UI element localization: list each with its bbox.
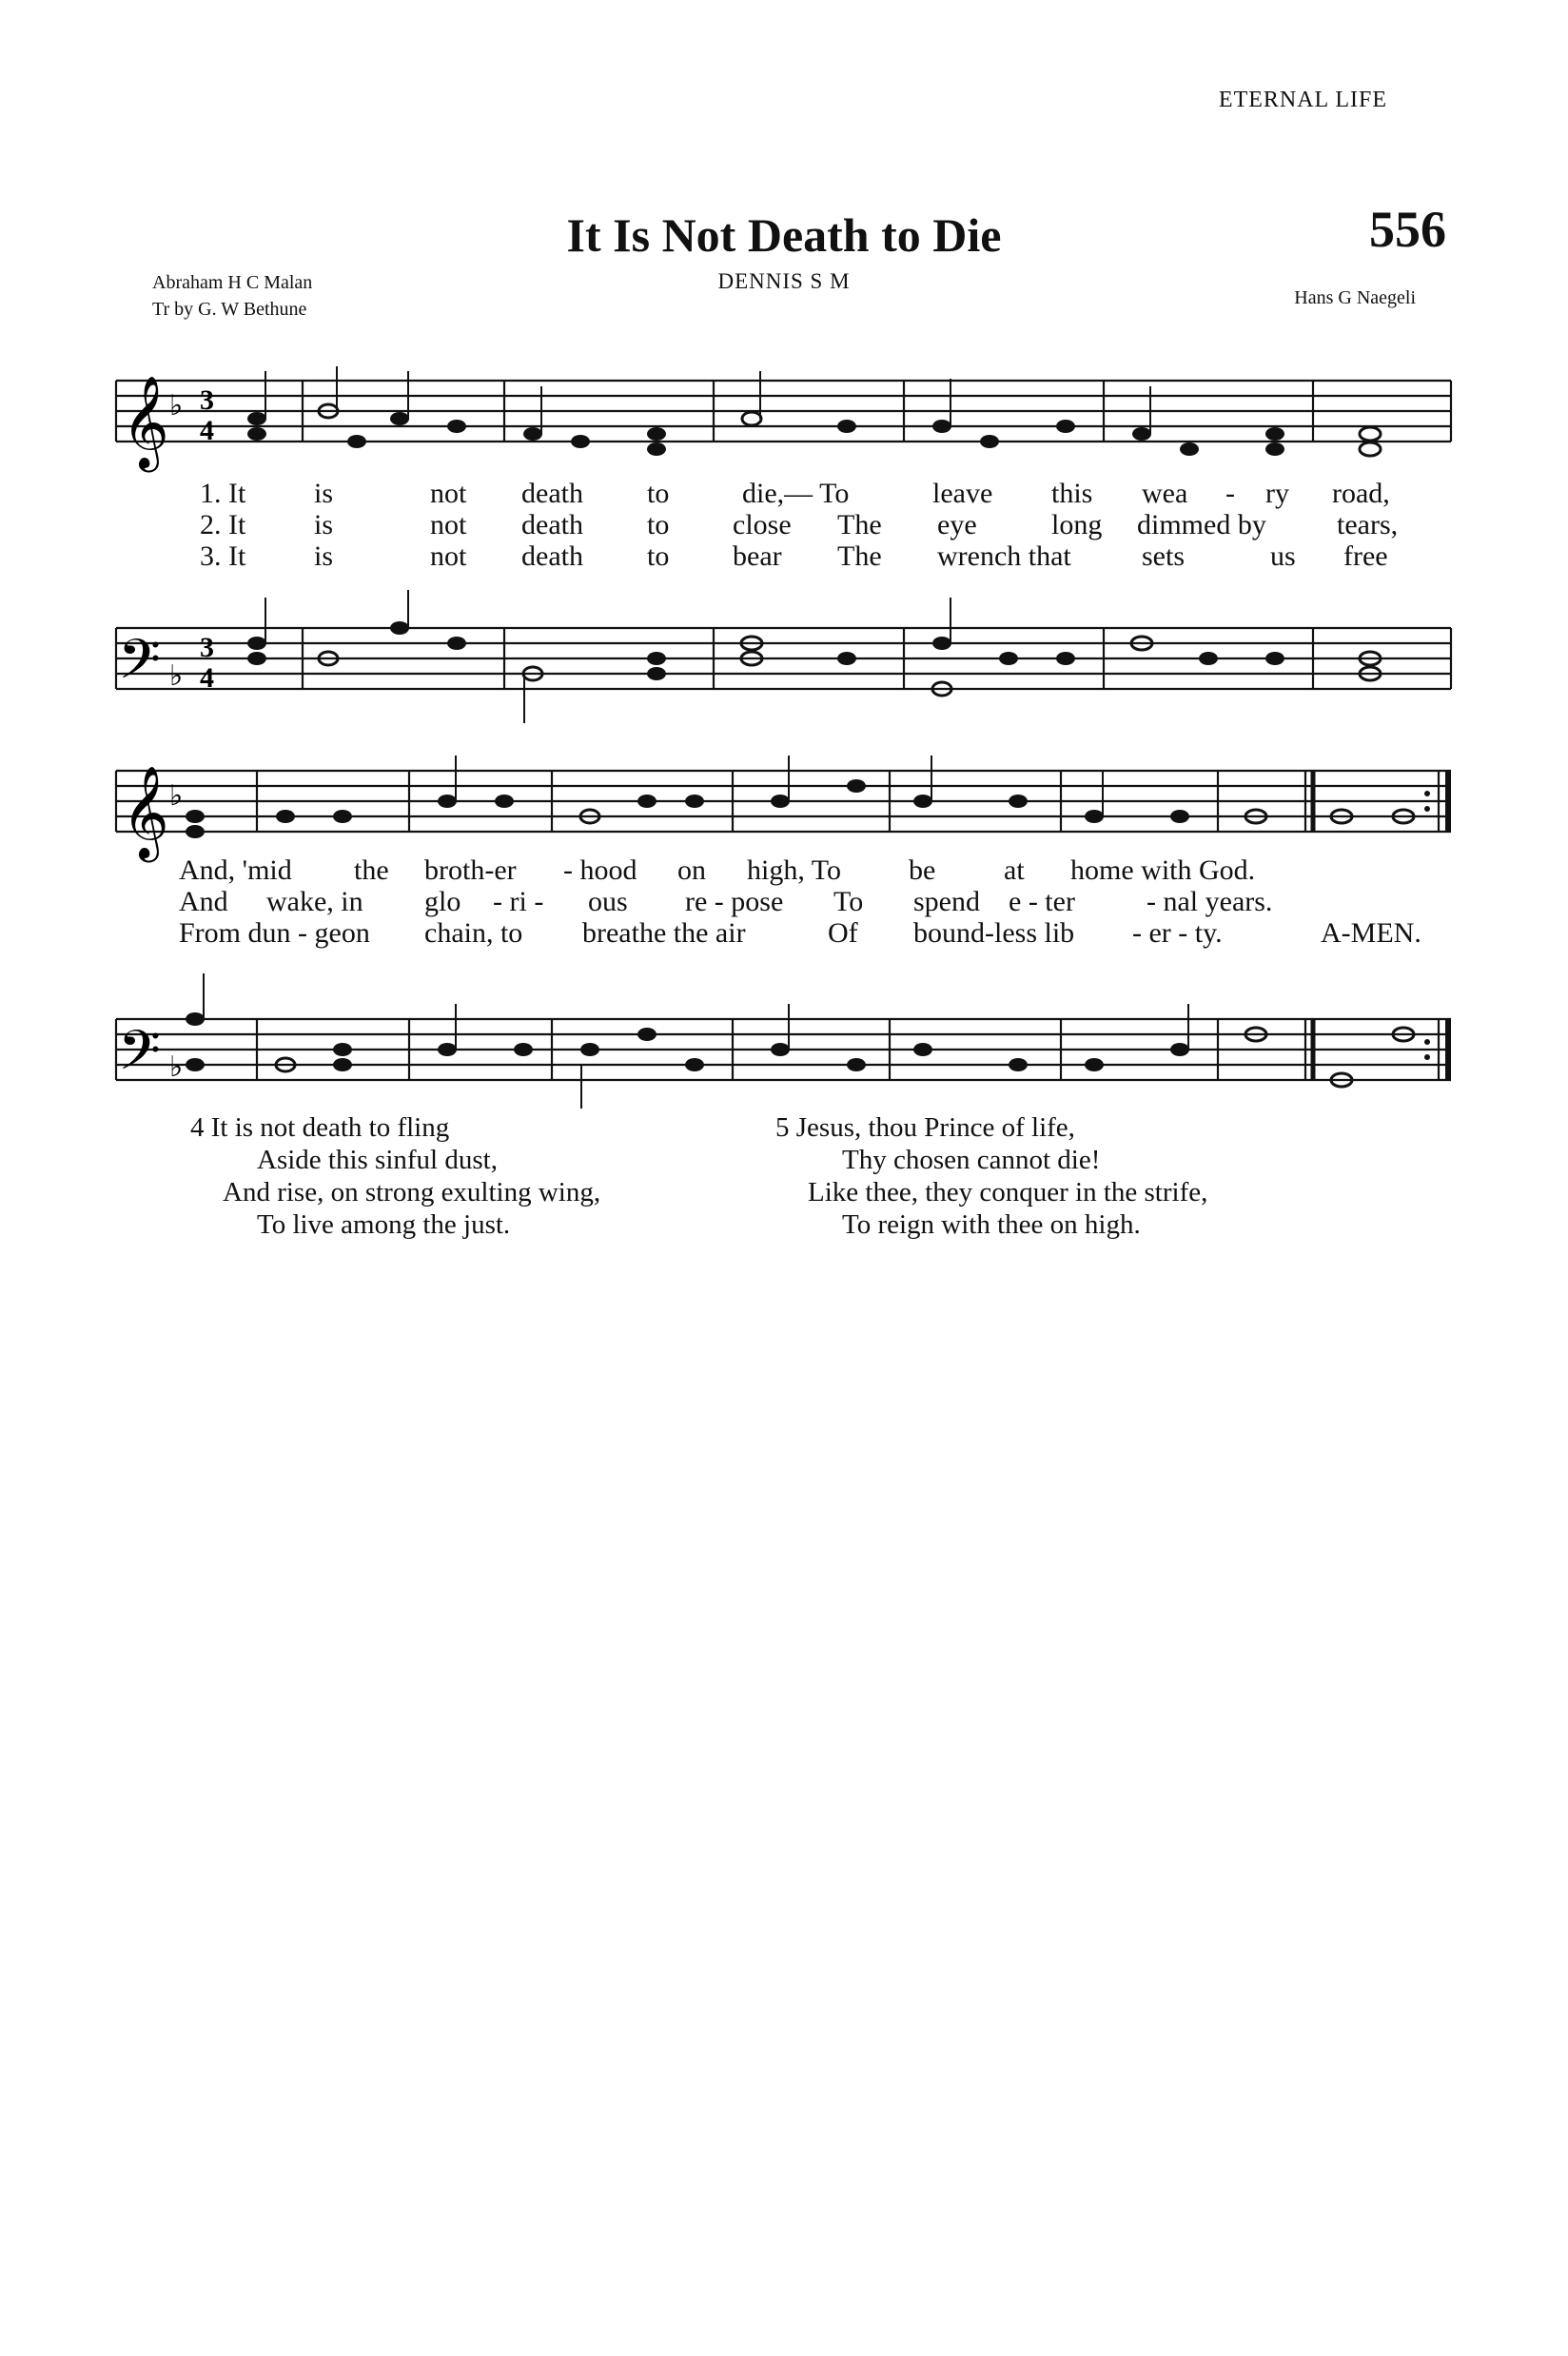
lyrics-s1-v2: death xyxy=(521,509,583,540)
svg-text:𝄢: 𝄢 xyxy=(118,627,162,705)
lyrics-s1-v3: wrench that xyxy=(937,540,1071,572)
lyrics-s1-v1: death xyxy=(521,478,583,509)
lyrics-s2-v2: - ri - xyxy=(493,886,544,917)
lyrics-s2-v2: - nal years. xyxy=(1147,886,1273,917)
lyrics-s1-v3: is xyxy=(314,540,334,572)
lyrics-s1-v1: wea xyxy=(1142,478,1188,509)
svg-text:𝄞: 𝄞 xyxy=(122,765,169,858)
lyrics-s2-v2: spend xyxy=(913,886,980,917)
amen: A-MEN. xyxy=(1321,917,1421,949)
lyrics-s2-v2: wake, in xyxy=(266,886,363,917)
author-line-1: Abraham H C Malan xyxy=(152,272,313,293)
lyrics-s1-v2: 2. It xyxy=(200,509,246,540)
svg-text:3: 3 xyxy=(200,384,214,416)
svg-text:4: 4 xyxy=(200,415,214,446)
svg-text:3: 3 xyxy=(200,632,214,663)
lyrics-s1-v2: close xyxy=(733,509,792,540)
hymn-title: It Is Not Death to Die xyxy=(566,208,1002,262)
stanza-5 xyxy=(775,1111,1207,1241)
svg-text:♭: ♭ xyxy=(169,1050,184,1084)
lyrics-s2-v2: e - ter xyxy=(1009,886,1075,917)
lyrics-s1-v2: The xyxy=(837,509,882,540)
hymn-number: 556 xyxy=(1369,201,1446,258)
lyrics-s1-v1: 1. It xyxy=(200,478,246,509)
stanza-5-line-2: Thy chosen cannot die! xyxy=(842,1145,1101,1175)
lyrics-s1-v3: to xyxy=(647,540,670,572)
svg-text:𝄢: 𝄢 xyxy=(118,1018,162,1096)
bass-staff-system-2 xyxy=(0,966,1568,1118)
lyrics-s1-v2: long xyxy=(1051,509,1103,540)
lyrics-s2-v3: chain, to xyxy=(424,917,523,949)
svg-text:♭: ♭ xyxy=(169,779,184,813)
lyrics-s1-v2: tears, xyxy=(1337,509,1399,540)
lyrics-s1-v3: free xyxy=(1343,540,1388,572)
lyrics-s2-v1: on xyxy=(677,854,706,886)
svg-text:♭: ♭ xyxy=(169,659,184,693)
svg-text:𝄞: 𝄞 xyxy=(122,375,169,468)
lyrics-s1-v3: 3. It xyxy=(200,540,246,572)
lyrics-s2-v3: breathe the air xyxy=(582,917,746,949)
author-line-2: Tr by G. W Bethune xyxy=(152,299,307,320)
lyrics-s1-v3: us xyxy=(1270,540,1296,572)
lyrics-s2-v1: be xyxy=(909,854,936,886)
lyrics-s2-v1: - hood xyxy=(563,854,637,886)
stanza-4-line-2: Aside this sinful dust, xyxy=(257,1145,498,1175)
lyrics-s2-v2: To xyxy=(833,886,864,917)
lyrics-s2-v1: at xyxy=(1004,854,1025,886)
lyrics-s2-v1: broth-er xyxy=(424,854,517,886)
lyrics-s1-v3: The xyxy=(837,540,882,572)
lyrics-s2-v3: - er - ty. xyxy=(1132,917,1223,949)
lyrics-s1-v1: this xyxy=(1051,478,1093,509)
stanza-4-line-3: And rise, on strong exulting wing, xyxy=(223,1177,601,1207)
lyrics-s1-v1: road, xyxy=(1332,478,1390,509)
lyrics-s1-v1: - xyxy=(1225,478,1235,509)
lyrics-s1-v3: sets xyxy=(1142,540,1185,572)
lyrics-s2-v1: the xyxy=(354,854,389,886)
tune-name: DENNIS S M xyxy=(717,269,851,293)
lyrics-s1-v3: death xyxy=(521,540,583,572)
lyrics-s1-v3: bear xyxy=(733,540,782,572)
lyrics-s2-v2: And xyxy=(179,886,228,917)
lyrics-s1-v2: dimmed by xyxy=(1137,509,1266,540)
svg-text:4: 4 xyxy=(200,662,214,694)
lyrics-s1-v1: to xyxy=(647,478,670,509)
lyrics-s1-v2: eye xyxy=(937,509,977,540)
lyrics-s2-v2: ous xyxy=(588,886,628,917)
stanza-5-line-1: 5 Jesus, thou Prince of life, xyxy=(775,1112,1075,1143)
stanza-4-line-4: To live among the just. xyxy=(257,1209,511,1240)
lyrics-s1-v1: not xyxy=(430,478,467,509)
lyrics-s2-v3: Of xyxy=(828,917,858,949)
lyrics-s2-v1: high, To xyxy=(747,854,842,886)
lyrics-s2-v3: bound-less lib xyxy=(913,917,1075,949)
lyrics-s1-v1: ry xyxy=(1265,478,1289,509)
svg-text:♭: ♭ xyxy=(169,389,184,422)
lyrics-s1-v1: is xyxy=(314,478,334,509)
lyrics-s1-v3: not xyxy=(430,540,467,572)
lyrics-s1-v2: to xyxy=(647,509,670,540)
stanza-4 xyxy=(190,1111,600,1241)
stanza-4-line-1: 4 It is not death to fling xyxy=(190,1112,450,1143)
lyrics-s1-v1: die,— To xyxy=(742,478,850,509)
bass-staff-system-1 xyxy=(0,590,1568,733)
lyrics-s2-v2: glo xyxy=(424,886,461,917)
lyrics-s2-v1: home with God. xyxy=(1070,854,1256,886)
lyrics-s1-v1: leave xyxy=(932,478,993,509)
composer-credit: Hans G Naegeli xyxy=(1294,287,1416,308)
stanza-5-line-3: Like thee, they conquer in the strife, xyxy=(808,1177,1208,1207)
stanza-5-line-4: To reign with thee on high. xyxy=(842,1209,1141,1240)
lyrics-s1-v2: not xyxy=(430,509,467,540)
lyrics-s1-v2: is xyxy=(314,509,334,540)
lyrics-s2-v1: And, 'mid xyxy=(179,854,292,886)
section-title: ETERNAL LIFE xyxy=(1218,88,1387,112)
lyrics-s2-v3: From dun - geon xyxy=(179,917,370,949)
lyrics-s2-v2: re - pose xyxy=(685,886,784,917)
treble-staff-system-1 xyxy=(0,352,1568,495)
